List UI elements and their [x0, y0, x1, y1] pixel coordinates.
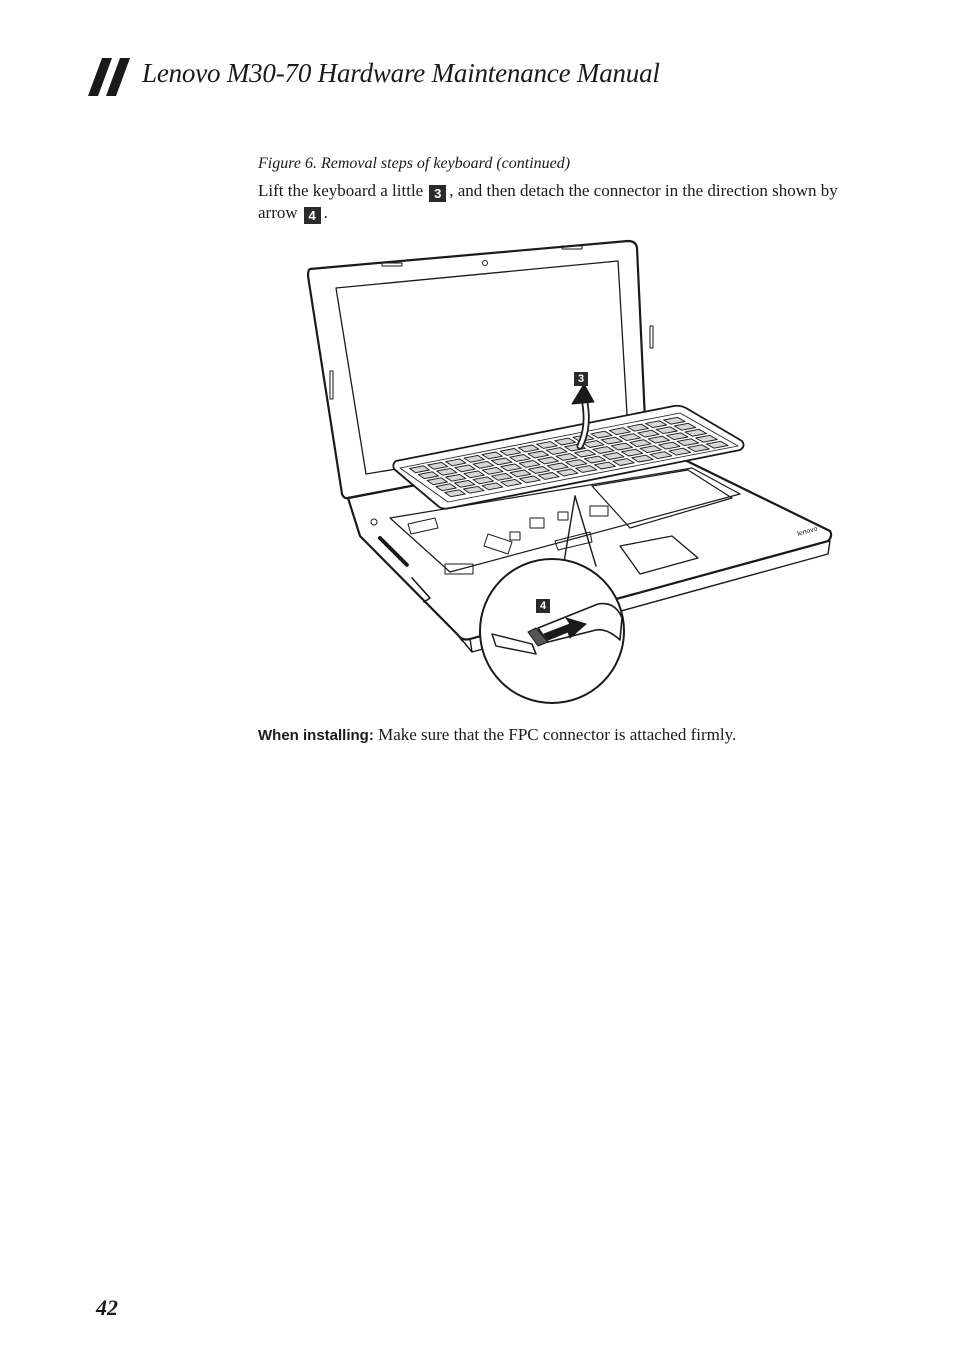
instruction-text-3: .: [323, 203, 328, 222]
header-slash-logo-icon: [88, 58, 136, 96]
installation-note: [258, 725, 736, 745]
step-badge-4: 4: [304, 207, 321, 224]
instruction-text-2: , and then detach the connector in the direction shown by arrow: [258, 181, 838, 222]
figure-caption: Figure 6. Removal steps of keyboard (continued): [258, 155, 571, 172]
manual-title: Lenovo M30-70 Hardware Maintenance Manual: [142, 58, 660, 88]
note-text: Make sure that the FPC connector is attached firmly.: [373, 725, 737, 744]
svg-text:lenovo: lenovo: [796, 525, 819, 538]
page-number: 42: [96, 1295, 118, 1320]
step-badge-3: 3: [429, 185, 446, 202]
instruction-paragraph: [258, 180, 848, 224]
keyboard-removal-illustration: [300, 236, 840, 711]
figure-step-label-3: 3: [574, 372, 588, 386]
instruction-text-1: Lift the keyboard a little: [258, 181, 424, 200]
laptop-illustration: [300, 236, 840, 711]
figure-step-label-4: 4: [536, 599, 550, 613]
note-lead: When installing:: [258, 727, 374, 744]
